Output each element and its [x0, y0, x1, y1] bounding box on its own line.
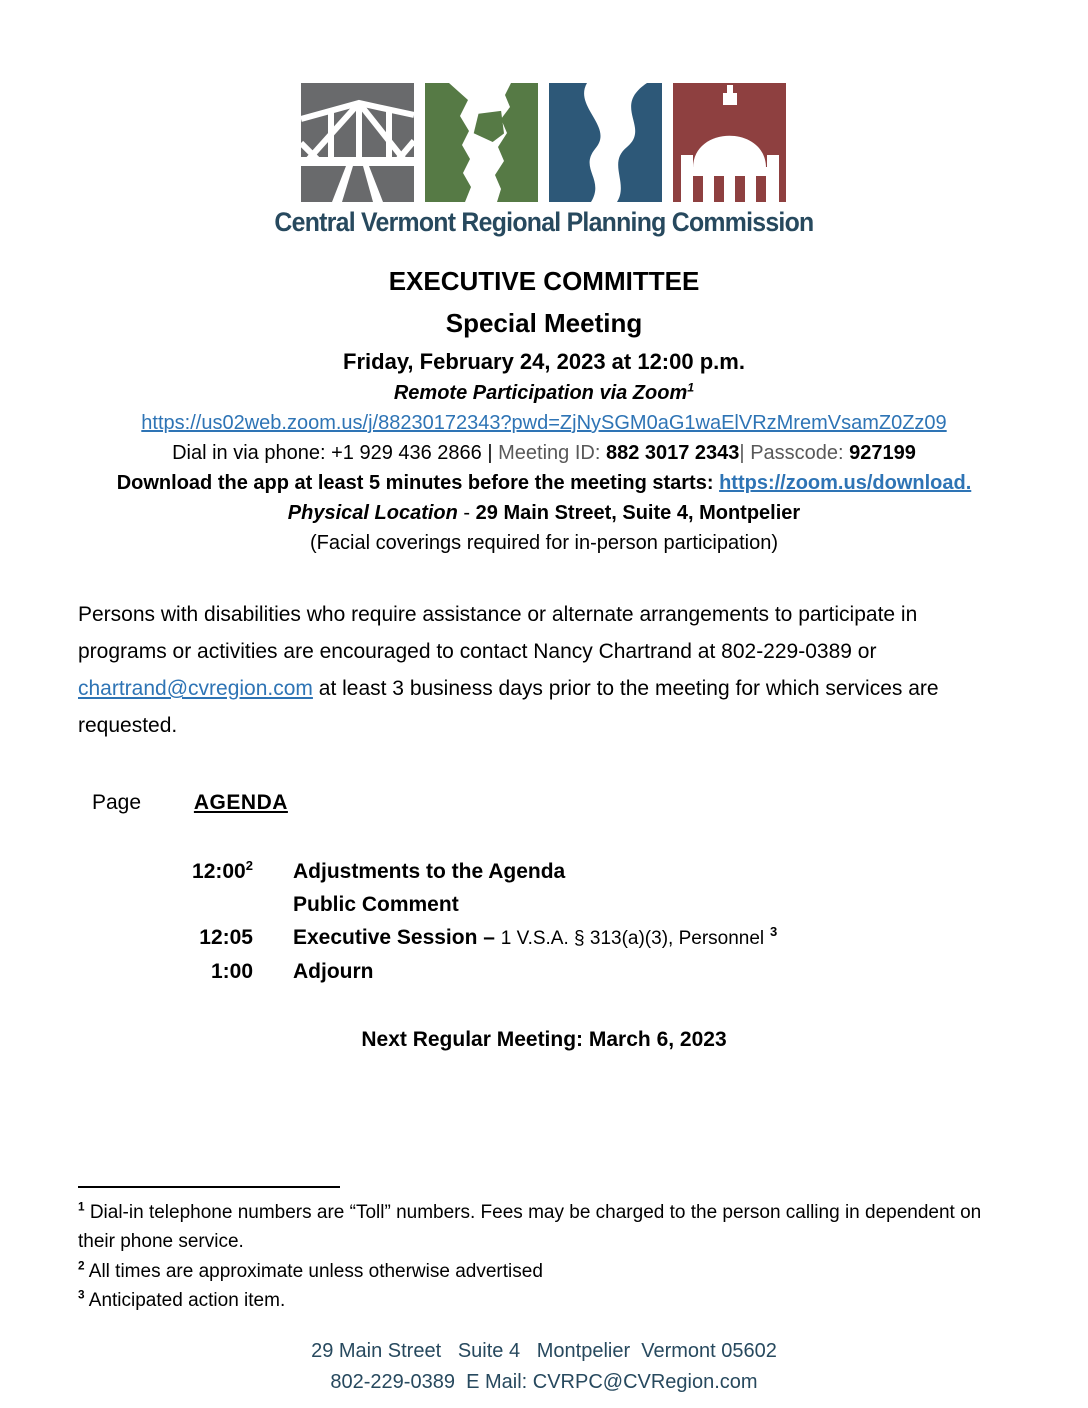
- footnote-ref-1: 1: [687, 380, 695, 395]
- page-column-label: Page: [92, 790, 142, 814]
- remote-participation-label: Remote Participation via Zoom$^1$: [393, 380, 695, 404]
- footnote-1: $^1$ Dial-in telephone numbers are “Toll” numbers. Fees may be charged to the person calling in dependent on their phone service.: [78, 1200, 982, 1253]
- dial-in-phone: +1 929 436 2866: [331, 442, 482, 464]
- physical-location-label: Physical Location: [287, 502, 458, 524]
- agenda-list: [0, 855, 1088, 988]
- agenda-item-detail: 1 V.S.A. § 313(a)(3), Personnel: [500, 927, 765, 949]
- facial-coverings-note: (Facial coverings required for in-person participation): [310, 532, 778, 554]
- agenda-time: 12:05: [199, 925, 253, 949]
- meeting-id-label: Meeting ID:: [498, 442, 601, 464]
- footer-address: 29 Main Street Suite 4 Montpelier Vermont 05602: [311, 1340, 777, 1362]
- cvrpc-logo: [0, 0, 1088, 238]
- footer-contact: 802-229-0389 E Mail: CVRPC@CVRegion.com: [330, 1371, 758, 1393]
- meeting-type-title: Special Meeting: [445, 308, 643, 338]
- bridge-logo-icon: [301, 83, 414, 202]
- zoom-meeting-link[interactable]: https://us02web.zoom.us/j/88230172343?pwd=ZjNySGM0aG1waElVRzMremVsamZ0Zz09: [141, 412, 947, 434]
- separator: |: [487, 442, 493, 464]
- capitol-dome-logo-icon: [673, 83, 786, 202]
- agenda-time: $12:00^2$: [192, 857, 253, 883]
- agenda-time: [0, 888, 253, 921]
- physical-location-value: 29 Main Street, Suite 4, Montpelier: [475, 502, 801, 524]
- document-footer: [0, 1336, 1088, 1398]
- river-logo-icon: [549, 83, 662, 202]
- passcode-label: Passcode:: [750, 442, 844, 464]
- footnote-ref-3: 3: [769, 923, 778, 939]
- footnote-separator-rule: [78, 1186, 340, 1188]
- footnote-ref-2: 2: [245, 857, 253, 873]
- agenda-row: [0, 955, 1088, 988]
- footnotes-section: [78, 1186, 1010, 1316]
- next-regular-meeting: Next Regular Meeting: March 6, 2023: [361, 1027, 727, 1051]
- agenda-title: AGENDA: [193, 790, 288, 814]
- dial-in-label: Dial in via phone:: [172, 442, 326, 464]
- agenda-item-title: Public Comment: [293, 892, 459, 916]
- meeting-datetime: Friday, February 24, 2023 at 12:00 p.m.: [343, 349, 745, 374]
- accessibility-text-before: Persons with disabilities who require assistance or alternate arrangements to participate in programs or activities are encouraged to contact Nancy Chartrand at 802-229-0389 or: [78, 603, 918, 663]
- physical-location-line: [0, 502, 1088, 525]
- accessibility-text-after: at least 3 business days prior to the meeting for which services are requested.: [78, 676, 939, 737]
- agenda-row: [0, 888, 1088, 921]
- chartrand-email-link[interactable]: chartrand@cvregion.com: [78, 676, 313, 700]
- footnote-2: $^2$ All times are approximate unless otherwise advertised: [78, 1259, 543, 1282]
- agenda-row: [0, 921, 1088, 955]
- download-text: Download the app at least 5 minutes before the meeting starts:: [116, 472, 714, 494]
- committee-title: EXECUTIVE COMMITTEE: [388, 266, 700, 296]
- logo-wordmark: Central Vermont Regional Planning Commission: [274, 207, 814, 237]
- passcode-value: 927199: [849, 442, 916, 464]
- separator: |: [739, 442, 745, 464]
- download-line: [0, 472, 1088, 495]
- zoom-download-link[interactable]: https://zoom.us/download.: [719, 472, 972, 494]
- accessibility-paragraph: [78, 597, 1008, 745]
- agenda-row: [0, 855, 1088, 888]
- agenda-header-row: [92, 791, 1088, 815]
- vermont-state-logo-icon: [425, 83, 538, 202]
- footnote-3: $^3$ Anticipated action item.: [78, 1288, 286, 1312]
- agenda-item-title: Adjustments to the Agenda: [293, 859, 566, 883]
- separator: -: [463, 502, 471, 524]
- agenda-time: 1:00: [210, 959, 253, 983]
- meeting-id-value: 882 3017 2343: [605, 442, 740, 464]
- logo-panel-strip: [301, 83, 787, 202]
- agenda-item-title: Adjourn: [293, 959, 374, 983]
- agenda-item-title: Executive Session – 1 V.S.A. § 313(a)(3), Personnel $^3$: [293, 923, 778, 949]
- dial-in-line: [0, 442, 1088, 465]
